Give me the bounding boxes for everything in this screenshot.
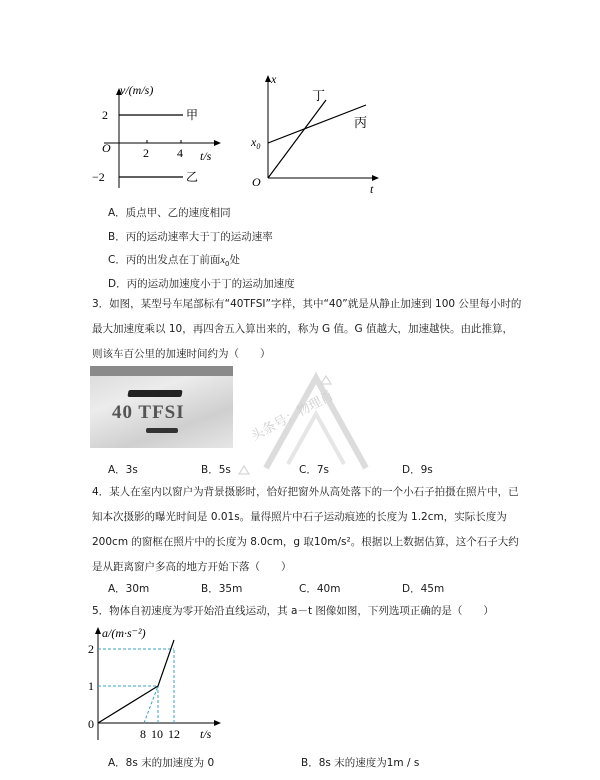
at-x-label: t/s xyxy=(200,727,212,741)
vt-label-jia: 甲 xyxy=(186,108,199,122)
q5-option-a: A．8s 末的加速度为 0 xyxy=(108,757,215,769)
xt-label-bing: 丙 xyxy=(354,115,368,130)
q3-option-d: D．9s xyxy=(402,464,433,476)
q4-option-d: D．45m xyxy=(402,583,445,595)
vt-origin: O xyxy=(102,141,111,155)
q4-option-b: B．35m xyxy=(201,583,243,595)
vt-y-label: v/(m/s) xyxy=(120,83,154,97)
watermark-text: 头条号：物理肖 xyxy=(248,388,337,445)
q4-option-c: C．40m xyxy=(299,583,341,595)
q3-question-text: 3．如图，某型号车尾部标有“40TFSI”字样，其中“40”就是从静止加速到 100 公里每小时的最大加速度乘以 10，再四舍五入算出来的，称为 G 值。G 值越大，加速越快。由此推算，则该车百公里的加速时间约为（ ） xyxy=(92,298,522,360)
vt-x-label: t/s xyxy=(200,149,212,163)
at-curve xyxy=(98,640,174,723)
q3-option-a: A．3s xyxy=(108,464,138,476)
vt-x-arrow xyxy=(214,140,221,146)
q3-option-b: B．5s xyxy=(201,464,231,476)
vt-ytick-2: 2 xyxy=(102,108,108,122)
q5-option-b: B．8s 末的速度为1m / s xyxy=(301,757,420,769)
at-xtick-12: 12 xyxy=(168,727,180,741)
car-40tfsi-text: 40 TFSI xyxy=(112,402,185,423)
xt-x-label: t xyxy=(370,182,374,195)
xt-y-label: x xyxy=(271,72,277,86)
at-y-arrow xyxy=(95,627,101,634)
vt-ytick-neg2: −2 xyxy=(92,170,105,184)
q2-option-d: D．丙的运动加速度小于丁的运动加速度 xyxy=(108,278,295,290)
at-x-arrow xyxy=(214,720,221,726)
q4-question-text: 4．某人在室内以窗户为背景摄影时，恰好把窗外从高处落下的一个小石子拍摄在照片中，已知本次摄影的曝光时间是 0.01s。量得照片中石子运动痕迹的长度为 1.2cm，实际长度为 200cm 的窗框在照片中的长度为 8.0cm，g 取10m/s²。根据以上数据估算，这个石子大约是从距离窗户多高的地方开始下落（ ） xyxy=(92,486,519,573)
xt-origin: O xyxy=(252,175,261,189)
q2-option-a: A．质点甲、乙的速度相同 xyxy=(108,207,231,219)
at-ytick-2: 2 xyxy=(88,642,94,656)
at-xtick-8: 8 xyxy=(140,727,146,741)
car-rear-window xyxy=(90,366,233,376)
at-origin: 0 xyxy=(88,717,94,731)
at-ytick-1: 1 xyxy=(88,679,94,693)
q3-option-c: C．7s xyxy=(299,464,329,476)
at-y-label: a/(m·s⁻²) xyxy=(102,626,146,640)
vt-graph xyxy=(92,78,232,193)
at-xtick-10: 10 xyxy=(151,727,163,741)
at-graph xyxy=(88,622,238,750)
xt-x0-label: $x_0$ xyxy=(251,135,261,151)
q2-option-c: C．丙的出发点在丁前面$x_0$处 xyxy=(108,254,240,269)
xt-x-arrow xyxy=(372,175,379,181)
vt-xtick-4: 4 xyxy=(177,146,183,160)
car-rear-photo xyxy=(90,366,233,448)
vt-xtick-2: 2 xyxy=(143,146,149,160)
q2-option-b: B．丙的运动速率大于丁的运动速率 xyxy=(108,231,273,243)
xt-label-ding: 丁 xyxy=(312,88,326,103)
q4-option-a: A．30m xyxy=(108,583,150,595)
at-guide-8 xyxy=(144,686,158,723)
vt-label-yi: 乙 xyxy=(186,170,199,184)
xt-graph xyxy=(246,70,391,195)
q5-question-text: 5．物体自初速度为零开始沿直线运动，其 a－t 图像如图，下列选项正确的是（ ） xyxy=(92,605,494,617)
car-model-badge xyxy=(127,390,182,397)
car-small-badge xyxy=(146,428,178,433)
xt-line-bing xyxy=(268,105,366,143)
